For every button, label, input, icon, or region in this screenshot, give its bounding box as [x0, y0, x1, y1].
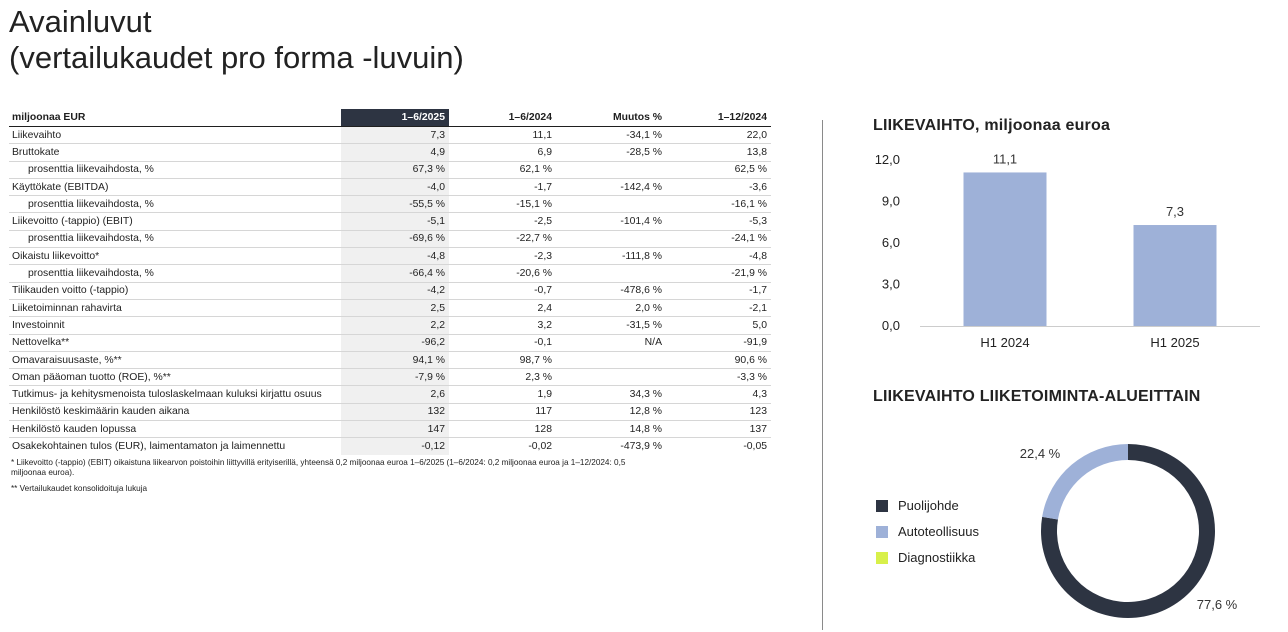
table-cell: -34,1 % [556, 127, 666, 144]
table-cell: -91,9 [666, 334, 771, 351]
table-cell: -2,3 [449, 248, 556, 265]
row-label: Liiketoiminnan rahavirta [9, 299, 341, 316]
y-tick-label: 0,0 [881, 318, 900, 333]
table-row [9, 196, 771, 213]
table-cell: -3,6 [666, 178, 771, 195]
table-cell: -31,5 % [556, 317, 666, 334]
table-cell [556, 161, 666, 178]
table-cell: -96,2 [341, 334, 449, 351]
table-cell: 22,0 [666, 127, 771, 144]
table-cell: 2,0 % [556, 299, 666, 316]
table-cell: 12,8 % [556, 403, 666, 420]
row-label: prosenttia liikevaihdosta, % [9, 230, 341, 247]
table-cell [556, 369, 666, 386]
table-row [9, 230, 771, 247]
legend-label: Diagnostiikka [898, 550, 976, 565]
table-cell: -24,1 % [666, 230, 771, 247]
table-row [9, 282, 771, 299]
table-cell: -473,9 % [620, 440, 662, 452]
table-row [9, 421, 771, 438]
table-row [9, 403, 771, 420]
table-cell: 128 [449, 421, 556, 438]
table-cell: 34,3 % [556, 386, 666, 403]
table-cell: 137 [666, 421, 771, 438]
footnote-adjusted-ebit: * Liikevoitto (-tappio) (EBIT) oikaistuna liikearvon poistoihin liittyvillä erityiserillä, yhteensä 0,2 miljoonaa euroa 1–6/2025 (1–6/2024: 0,2 miljoonaa euroa ja 1–12/2024: 0,5 miljoonaa euroa). [11, 458, 626, 477]
y-tick-label: 9,0 [881, 193, 900, 209]
donut-legend [876, 497, 979, 575]
table-cell: 1,9 [449, 386, 556, 403]
table-cell: -28,5 % [556, 144, 666, 161]
column-header: miljoonaa EUR [9, 109, 341, 127]
table-cell: -0,02 [528, 440, 552, 452]
segment-donut-chart [1005, 430, 1275, 632]
bar-value-label: 7,3 [1165, 204, 1185, 220]
table-row [9, 213, 771, 230]
table-cell: 2,3 % [449, 369, 556, 386]
y-tick-label: 12,0 [874, 152, 900, 167]
section-divider [822, 120, 823, 630]
table-cell: -101,4 % [556, 213, 666, 230]
table-cell: -55,5 % [341, 196, 449, 213]
column-header: Muutos % [556, 109, 666, 127]
table-cell: -4,2 [341, 282, 449, 299]
row-label: Liikevoitto (-tappio) (EBIT) [9, 213, 341, 230]
row-label: prosenttia liikevaihdosta, % [9, 196, 341, 213]
row-label: Henkilöstö kauden lopussa [9, 421, 341, 438]
table-cell: -0,12 [341, 438, 449, 455]
x-category-label: H1 2024 [980, 335, 1030, 350]
table-row [9, 317, 771, 334]
table-cell: -142,4 % [556, 178, 666, 195]
table-cell: 4,9 [341, 144, 449, 161]
legend-swatch [876, 526, 888, 538]
table-cell [556, 230, 666, 247]
table-row [9, 161, 771, 178]
slice-label: 22,4 % [1019, 446, 1061, 461]
legend-swatch [876, 552, 888, 564]
key-figures-table [9, 109, 771, 455]
table-cell: -66,4 % [341, 265, 449, 282]
table-row [9, 178, 771, 195]
table-cell: -15,1 % [449, 196, 556, 213]
table-row [9, 369, 771, 386]
table-cell: 7,3 [341, 127, 449, 144]
table-cell: -0,05 [743, 440, 767, 452]
revenue-bar-chart [860, 145, 1270, 360]
table-cell [556, 351, 666, 368]
donut-chart-title: LIIKEVAIHTO LIIKETOIMINTA-ALUEITTAIN [873, 388, 1201, 405]
table-cell: -478,6 % [556, 282, 666, 299]
table-cell: -3,3 % [666, 369, 771, 386]
y-tick-label: 3,0 [881, 276, 900, 292]
table-cell: 147 [341, 421, 449, 438]
legend-item [876, 497, 979, 514]
page-title [9, 4, 464, 76]
legend-swatch [876, 500, 888, 512]
table-cell: 3,2 [449, 317, 556, 334]
row-label: prosenttia liikevaihdosta, % [9, 161, 341, 178]
table-cell: 67,3 % [341, 161, 449, 178]
table-row [9, 438, 771, 455]
row-label: prosenttia liikevaihdosta, % [9, 265, 341, 282]
table-cell: 13,8 [666, 144, 771, 161]
table-cell: -0,1 [449, 334, 556, 351]
table-row [9, 248, 771, 265]
bar [964, 172, 1047, 326]
column-header: 1–6/2025 [341, 109, 449, 127]
table-cell: -111,8 % [556, 248, 666, 265]
row-label: Investoinnit [9, 317, 341, 334]
legend-label: Autoteollisuus [898, 524, 979, 539]
row-label: Osakekohtainen tulos (EUR), laimentamaton ja laimennettu [12, 440, 286, 452]
legend-item [876, 523, 979, 540]
table-cell: 4,3 [666, 386, 771, 403]
table-cell: N/A [556, 334, 666, 351]
table-cell: -4,8 [341, 248, 449, 265]
row-label: Tutkimus- ja kehitysmenoista tuloslaskelmaan kuluksi kirjattu osuus [9, 386, 341, 403]
row-label: Oman pääoman tuotto (ROE), %** [9, 369, 341, 386]
table-row [9, 265, 771, 282]
table-cell: 2,6 [341, 386, 449, 403]
table-cell [556, 265, 666, 282]
table-cell: -16,1 % [666, 196, 771, 213]
table-cell: 98,7 % [449, 351, 556, 368]
y-tick-label: 6,0 [881, 235, 900, 250]
table-cell: 2,5 [341, 299, 449, 316]
footnote-comparatives: ** Vertailukaudet konsolidoituja lukuja [11, 484, 148, 493]
table-cell: -5,3 [666, 213, 771, 230]
table-cell: -20,6 % [449, 265, 556, 282]
column-header: 1–12/2024 [666, 109, 771, 127]
table-row [9, 144, 771, 161]
table-cell: 117 [449, 403, 556, 420]
table-cell: 5,0 [666, 317, 771, 334]
table-cell: -1,7 [666, 282, 771, 299]
table-cell: -1,7 [449, 178, 556, 195]
table-cell: 90,6 % [666, 351, 771, 368]
table-cell: -21,9 % [666, 265, 771, 282]
bar-value-label: 11,1 [992, 151, 1018, 167]
table-cell: 94,1 % [341, 351, 449, 368]
table-row [9, 351, 771, 368]
table-cell: 62,5 % [666, 161, 771, 178]
table-cell [556, 196, 666, 213]
legend-item [876, 549, 979, 566]
x-category-label: H1 2025 [1150, 335, 1200, 350]
table-cell: -4,8 [666, 248, 771, 265]
title-line-1: Avainluvut [9, 4, 152, 39]
table-cell: 14,8 % [556, 421, 666, 438]
table-cell: -4,0 [341, 178, 449, 195]
slice-label: 77,6 % [1196, 597, 1238, 612]
table-header-row [9, 109, 771, 127]
title-line-2: (vertailukaudet pro forma -luvuin) [9, 40, 464, 75]
row-label: Omavaraisuusaste, %** [9, 351, 341, 368]
table-cell: -2,1 [666, 299, 771, 316]
row-label: Bruttokate [9, 144, 341, 161]
table-cell: -5,1 [341, 213, 449, 230]
table-row [9, 386, 771, 403]
table-cell: -0,7 [449, 282, 556, 299]
table-cell: 2,2 [341, 317, 449, 334]
row-label: Nettovelka** [9, 334, 341, 351]
bar [1134, 225, 1217, 326]
table-row [9, 127, 771, 144]
row-label: Tilikauden voitto (-tappio) [9, 282, 341, 299]
column-header: 1–6/2024 [449, 109, 556, 127]
table-cell: 132 [341, 403, 449, 420]
table-row [9, 334, 771, 351]
table-row [9, 299, 771, 316]
table-cell: 62,1 % [449, 161, 556, 178]
row-label: Käyttökate (EBITDA) [9, 178, 341, 195]
table-cell: -22,7 % [449, 230, 556, 247]
table-cell: 11,1 [449, 127, 556, 144]
legend-label: Puolijohde [898, 498, 959, 513]
row-label: Liikevaihto [9, 127, 341, 144]
table-cell: 2,4 [449, 299, 556, 316]
table-cell: 6,9 [449, 144, 556, 161]
table-cell: 123 [666, 403, 771, 420]
table-cell: -2,5 [449, 213, 556, 230]
table-cell: -69,6 % [341, 230, 449, 247]
row-label: Henkilöstö keskimäärin kauden aikana [9, 403, 341, 420]
bar-chart-title: LIIKEVAIHTO, miljoonaa euroa [873, 117, 1111, 134]
table-cell: -7,9 % [341, 369, 449, 386]
row-label: Oikaistu liikevoitto* [9, 248, 341, 265]
